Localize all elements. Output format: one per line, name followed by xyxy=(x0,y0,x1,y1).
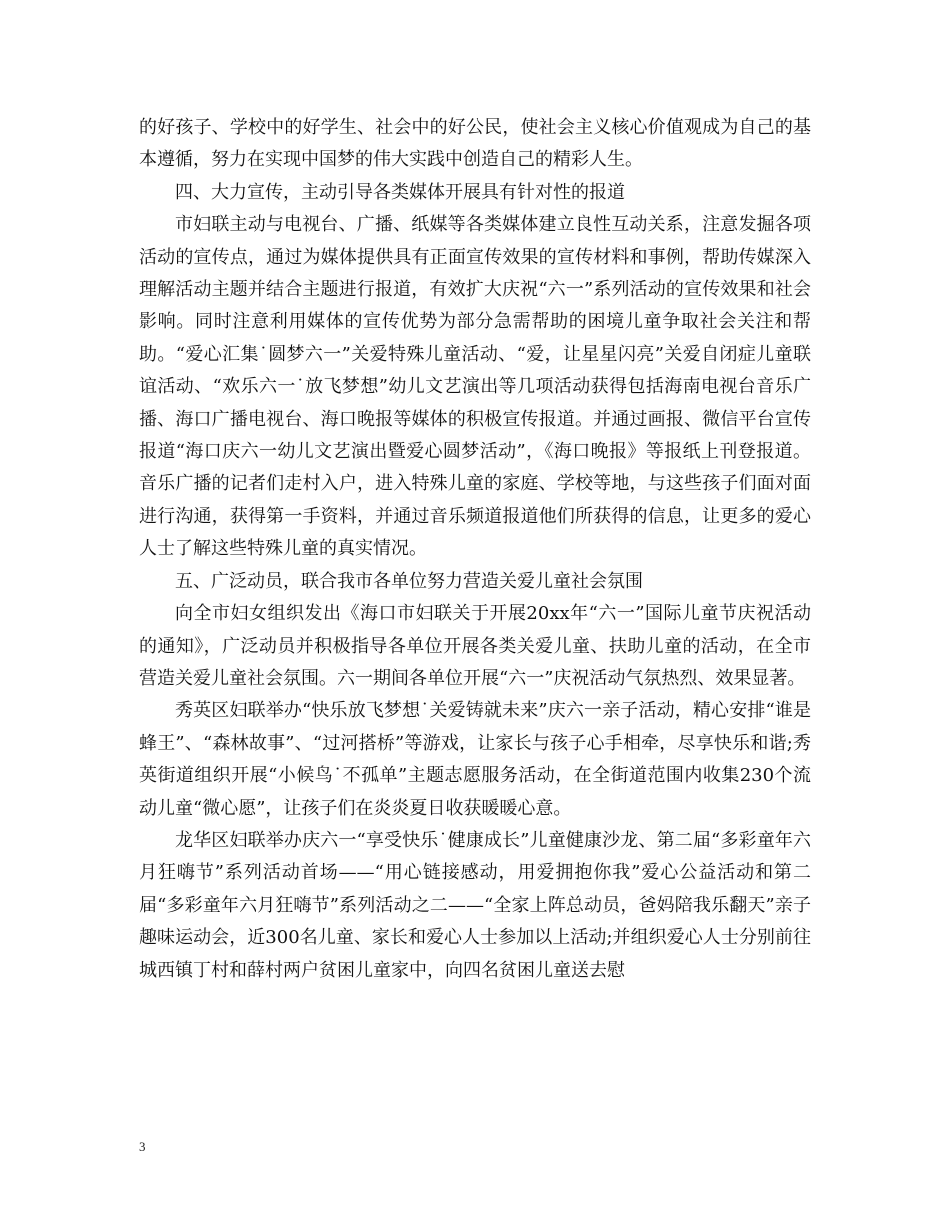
section-heading: 四、大力宣传，主动引导各类媒体开展具有针对性的报道 xyxy=(175,181,625,203)
paragraph: 龙华区妇联举办庆六一“享受快乐˙健康成长”儿童健康沙龙、第二届“多彩童年六月狂嗨节”系列活动首场——“用心链接感动，用爱拥抱你我”爱心公益活动和第二届“多彩童年六月狂嗨节”系列活动之二——“全家上阵总动员，爸妈陪我乐翻天”亲子趣味运动会，近300名儿童、家长和爱心人士参加以上活动;并组织爱心人士分别前往城西镇丁村和薛村两户贫困儿童家中，向四名贫困儿童送去慰 xyxy=(139,829,811,981)
page-number: 3 xyxy=(139,1139,146,1154)
paragraph: 向全市妇女组织发出《海口市妇联关于开展20xx年“六一”国际儿童节庆祝活动的通知》，广泛动员并积极指导各单位开展各类关爱儿童、扶助儿童的活动，在全市营造关爱儿童社会氛围。六一期间各单位开展“六一”庆祝活动气氛热烈、效果显著。 xyxy=(139,603,811,689)
paragraph: 秀英区妇联举办“快乐放飞梦想˙关爱铸就未来”庆六一亲子活动，精心安排“谁是蜂王”、“森林故事”、“过河搭桥”等游戏，让家长与孩子心手相牵，尽享快乐和谐;秀英街道组织开展“小候鸟˙不孤单”主题志愿服务活动，在全街道范围内收集230个流动儿童“微心愿”，让孩子们在炎炎夏日收获暖暖心意。 xyxy=(139,700,811,819)
paragraph: 的好孩子、学校中的好学生、社会中的好公民，使社会主义核心价值观成为自己的基本遵循，努力在实现中国梦的伟大实践中创造自己的精彩人生。 xyxy=(139,117,811,171)
document-body xyxy=(139,112,811,987)
paragraph: 市妇联主动与电视台、广播、纸媒等各类媒体建立良性互动关系，注意发掘各项活动的宣传点，通过为媒体提供具有正面宣传效果的宣传材料和事例，帮助传媒深入理解活动主题并结合主题进行报道，有效扩大庆祝“六一”系列活动的宣传效果和社会影响。同时注意利用媒体的宣传优势为部分急需帮助的困境儿童争取社会关注和帮助。“爱心汇集˙圆梦六一”关爱特殊儿童活动、“爱，让星星闪亮”关爱自闭症儿童联谊活动、“欢乐六一˙放飞梦想”幼儿文艺演出等几项活动获得包括海南电视台音乐广播、海口广播电视台、海口晚报等媒体的积极宣传报道。并通过画报、微信平台宣传报道“海口庆六一幼儿文艺演出暨爱心圆梦活动”，《海口晚报》等报纸上刊登报道。音乐广播的记者们走村入户，进入特殊儿童的家庭、学校等地，与这些孩子们面对面进行沟通，获得第一手资料，并通过音乐频道报道他们所获得的信息，让更多的爱心人士了解这些特殊儿童的真实情况。 xyxy=(139,214,811,560)
section-heading: 五、广泛动员，联合我市各单位努力营造关爱儿童社会氛围 xyxy=(175,570,643,592)
